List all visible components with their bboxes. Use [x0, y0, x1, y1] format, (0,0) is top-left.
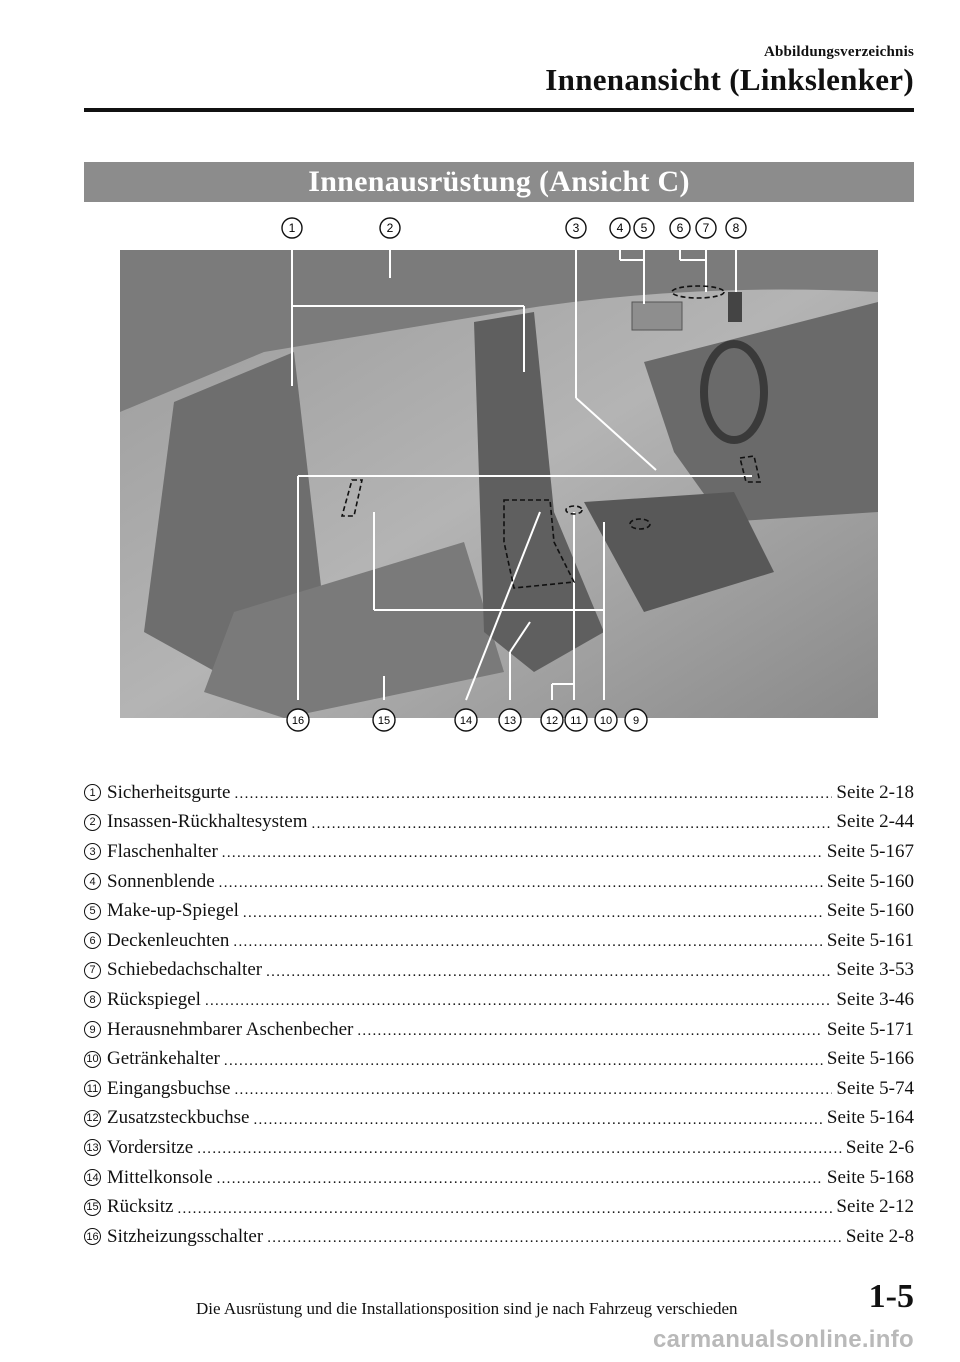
item-number: 16 — [84, 1228, 101, 1245]
leader-dots — [267, 1230, 842, 1247]
leader-dots — [234, 786, 832, 803]
page-reference: Seite 5-161 — [826, 929, 914, 951]
item-label: Rücksitz — [107, 1196, 174, 1218]
item-number: 15 — [84, 1199, 101, 1216]
list-item — [84, 1015, 914, 1045]
callout-14 — [455, 709, 477, 731]
item-number: 5 — [84, 903, 101, 920]
item-number: 13 — [84, 1139, 101, 1156]
callout-label-11: 11 — [570, 715, 582, 727]
item-number: 12 — [84, 1110, 101, 1127]
callout-label-16: 16 — [291, 715, 305, 727]
leader-dots — [234, 1082, 832, 1099]
item-number: 11 — [84, 1080, 101, 1097]
leader-dots — [224, 1053, 823, 1070]
leader-dots — [266, 964, 832, 981]
list-item — [84, 1074, 914, 1104]
leader-dots — [233, 934, 823, 951]
leader-dots — [219, 875, 823, 892]
callout-8 — [726, 218, 746, 238]
page-reference: Seite 2-18 — [836, 781, 914, 803]
item-number: 10 — [84, 1051, 101, 1068]
callout-9 — [625, 709, 647, 731]
callout-label-1: 1 — [288, 221, 296, 235]
item-label: Sonnenblende — [107, 870, 215, 892]
item-number: 14 — [84, 1169, 101, 1186]
item-number: 9 — [84, 1021, 101, 1038]
callouts-top — [282, 218, 746, 238]
list-item — [84, 1104, 914, 1134]
callout-6 — [670, 218, 690, 238]
page-reference: Seite 5-171 — [826, 1018, 914, 1040]
list-item — [84, 778, 914, 808]
callout-10 — [595, 709, 617, 731]
leader-dots — [357, 1023, 823, 1040]
page-reference: Seite 5-168 — [826, 1166, 914, 1188]
callout-label-3: 3 — [572, 221, 580, 235]
leader-dots — [178, 1201, 833, 1218]
callout-16 — [287, 709, 309, 731]
list-item — [84, 1192, 914, 1222]
page-reference: Seite 5-166 — [826, 1048, 914, 1070]
section-label: Abbildungsverzeichnis — [763, 44, 914, 60]
leader-dots — [243, 905, 823, 922]
callout-label-12: 12 — [545, 715, 559, 727]
callout-1 — [282, 218, 302, 238]
callout-label-13: 13 — [503, 715, 517, 727]
item-label: Sitzheizungsschalter — [107, 1225, 264, 1247]
item-label: Insassen-Rückhaltesystem — [107, 811, 308, 833]
list-item — [84, 837, 914, 867]
item-label: Make-up-Spiegel — [107, 900, 239, 922]
section-banner: Innenausrüstung (Ansicht C) — [84, 162, 914, 202]
item-label: Rückspiegel — [107, 988, 201, 1010]
page-reference: Seite 5-160 — [826, 870, 914, 892]
item-number: 3 — [84, 843, 101, 860]
item-label: Deckenleuchten — [107, 929, 230, 951]
interior-figure — [84, 212, 914, 740]
item-number: 1 — [84, 784, 101, 801]
callout-15 — [373, 709, 395, 731]
item-number: 8 — [84, 991, 101, 1008]
page-reference: Seite 2-8 — [845, 1225, 914, 1247]
page-reference: Seite 5-74 — [836, 1077, 914, 1099]
page-reference: Seite 3-53 — [836, 959, 914, 981]
list-item — [84, 1163, 914, 1193]
list-item — [84, 956, 914, 986]
list-item — [84, 1044, 914, 1074]
item-number: 4 — [84, 873, 101, 890]
leader-dots — [217, 1171, 823, 1188]
callout-7 — [696, 218, 716, 238]
callout-4 — [610, 218, 630, 238]
callout-label-8: 8 — [732, 221, 740, 235]
callout-label-14: 14 — [459, 715, 473, 727]
parts-list — [84, 778, 914, 1252]
callout-label-7: 7 — [702, 221, 710, 235]
leader-dots — [205, 993, 832, 1010]
callout-11 — [565, 709, 587, 731]
item-label: Vordersitze — [107, 1136, 194, 1158]
page-reference: Seite 2-44 — [836, 811, 914, 833]
item-label: Herausnehmbarer Aschenbecher — [107, 1018, 354, 1040]
item-number: 2 — [84, 814, 101, 831]
visor-shape — [632, 302, 682, 330]
callout-label-9: 9 — [632, 715, 640, 727]
callout-label-4: 4 — [616, 221, 624, 235]
page-number: 1-5 — [868, 1278, 914, 1315]
page-reference: Seite 2-12 — [836, 1196, 914, 1218]
item-label: Mittelkonsole — [107, 1166, 213, 1188]
item-label: Zusatzsteckbuchse — [107, 1107, 250, 1129]
leader-dots — [222, 845, 823, 862]
callout-12 — [541, 709, 563, 731]
list-item — [84, 896, 914, 926]
list-item — [84, 867, 914, 897]
page-reference: Seite 3-46 — [836, 988, 914, 1010]
callout-label-5: 5 — [640, 221, 648, 235]
callout-13 — [499, 709, 521, 731]
leader-dots — [253, 1112, 822, 1129]
list-item — [84, 1133, 914, 1163]
item-label: Flaschenhalter — [107, 840, 218, 862]
item-label: Schiebedachschalter — [107, 959, 263, 981]
mirror-shape — [728, 292, 742, 322]
callout-3 — [566, 218, 586, 238]
item-number: 6 — [84, 932, 101, 949]
leader-dots — [197, 1141, 842, 1158]
footer-note: Die Ausrüstung und die Installationsposition sind je nach Fahrzeug verschieden — [196, 1299, 738, 1318]
page-reference: Seite 5-160 — [826, 900, 914, 922]
list-item — [84, 985, 914, 1015]
item-label: Eingangsbuchse — [107, 1077, 231, 1099]
callout-label-2: 2 — [386, 221, 394, 235]
header-divider — [84, 108, 914, 112]
callout-label-15: 15 — [377, 715, 391, 727]
leader-dots — [312, 816, 833, 833]
callout-5 — [634, 218, 654, 238]
list-item — [84, 926, 914, 956]
watermark: carmanualsonline.info — [652, 1326, 914, 1353]
callout-label-6: 6 — [676, 221, 684, 235]
page-title: Innenansicht (Linkslenker) — [545, 62, 914, 97]
page-reference: Seite 2-6 — [845, 1136, 914, 1158]
page-reference: Seite 5-164 — [826, 1107, 914, 1129]
callout-2 — [380, 218, 400, 238]
item-number: 7 — [84, 962, 101, 979]
callout-label-10: 10 — [599, 715, 613, 727]
item-label: Sicherheitsgurte — [107, 781, 231, 803]
item-label: Getränkehalter — [107, 1048, 220, 1070]
page-reference: Seite 5-167 — [826, 840, 914, 862]
interior-illustration — [84, 212, 914, 740]
list-item — [84, 1222, 914, 1252]
list-item — [84, 808, 914, 838]
